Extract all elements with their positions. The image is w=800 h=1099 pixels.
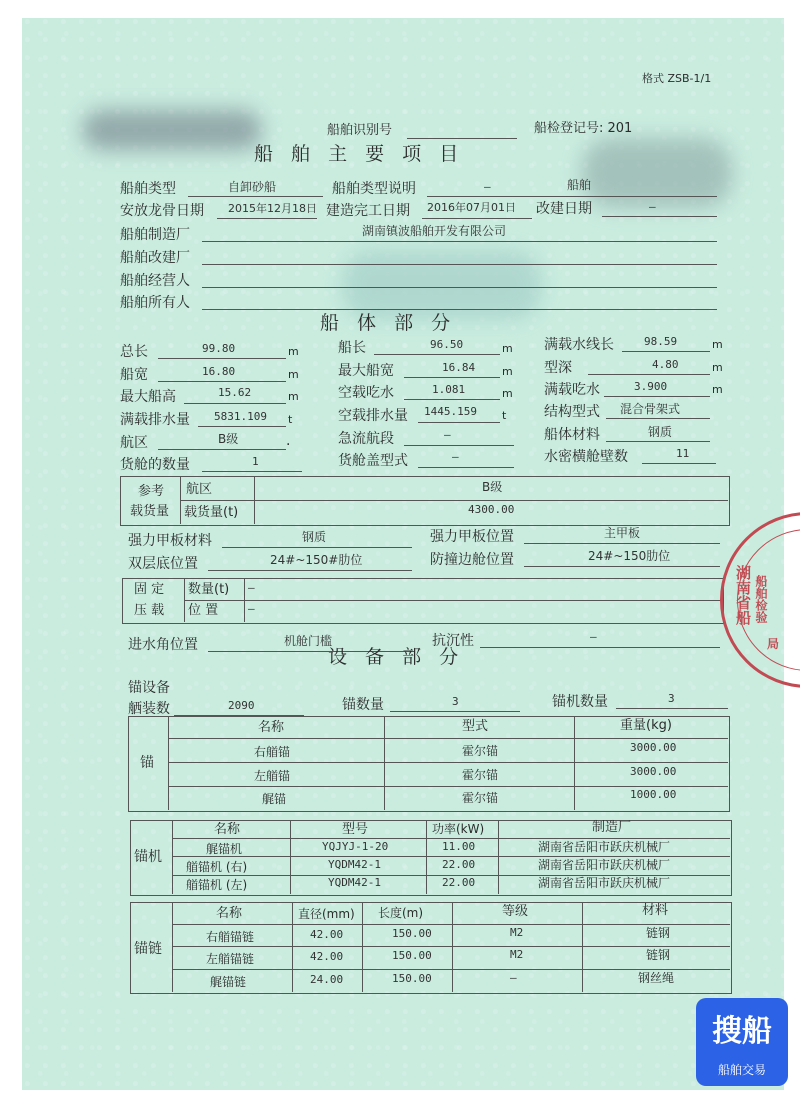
- light-draft-label: 空载吃水: [338, 385, 394, 401]
- table-divider: [290, 820, 291, 894]
- chain-table-side-label: 锚链: [134, 941, 162, 957]
- chain-header-grade: 等级: [502, 904, 529, 919]
- table-cell: 艉锚: [262, 792, 287, 806]
- underline: [374, 354, 500, 355]
- underline: [158, 358, 286, 359]
- zone-dot: .: [286, 433, 291, 449]
- max-height-label: 最大船高: [120, 389, 176, 405]
- table-cell: 3000.00: [630, 765, 677, 778]
- rapid-label: 急流航段: [338, 431, 394, 447]
- builder-value: 湖南镇波船舶开发有限公司: [362, 224, 507, 238]
- table-cell: 湖南省岳阳市跃庆机械厂: [538, 876, 671, 890]
- underline: [418, 422, 500, 423]
- depth-unit: m: [712, 361, 723, 374]
- table-divider: [498, 820, 499, 894]
- underline: [404, 399, 500, 400]
- zone-label: 航区: [120, 435, 148, 451]
- double-bottom-label: 双层底位置: [128, 556, 198, 572]
- underline: [622, 351, 710, 352]
- underline: [602, 216, 717, 217]
- holds-value: 1: [252, 455, 259, 468]
- hatch-value: —: [452, 450, 459, 463]
- underline: [202, 471, 302, 472]
- underline: [198, 426, 286, 427]
- anchor-header-name: 名称: [258, 720, 285, 735]
- beam-label: 船宽: [120, 367, 148, 383]
- rapid-value: —: [444, 428, 451, 441]
- registration-label: 船检登记号: 201: [534, 121, 633, 136]
- underline: [524, 566, 720, 567]
- ref-cargo-label-1: 参考: [138, 484, 165, 499]
- unsinkability-label: 抗沉性: [432, 633, 474, 649]
- loa-value: 99.80: [202, 342, 236, 355]
- light-draft-unit: m: [502, 387, 513, 400]
- anchor-count-label: 锚数量: [342, 697, 384, 713]
- table-cell: 42.00: [310, 928, 344, 941]
- max-height-value: 15.62: [218, 386, 252, 399]
- full-draft-value: 3.900: [634, 380, 668, 393]
- ballast-pos-value: —: [248, 602, 255, 615]
- anchor-equipment-title: 锚设备: [128, 680, 170, 696]
- chain-header-material: 材料: [642, 903, 669, 918]
- windlass-table-side-label: 锚机: [134, 849, 162, 865]
- windlass-header-power: 功率(kW): [432, 822, 485, 836]
- max-beam-label: 最大船宽: [338, 363, 394, 379]
- windlass-count-label: 锚机数量: [552, 694, 608, 710]
- underline: [480, 647, 720, 648]
- table-cell: YQDM42-1: [328, 858, 381, 871]
- table-cell: 右艏锚链: [206, 930, 255, 944]
- beam-unit: m: [288, 368, 299, 381]
- ballast-pos-label: 位 置: [188, 603, 219, 618]
- anchor-header-type: 型式: [462, 719, 489, 734]
- table-cell: 湖南省岳阳市跃庆机械厂: [538, 858, 671, 872]
- full-disp-unit: t: [288, 413, 293, 426]
- loa-label: 总长: [120, 344, 148, 360]
- table-divider: [292, 902, 293, 992]
- bulkheads-label: 水密横舱壁数: [544, 449, 628, 465]
- material-value: 钢质: [648, 425, 673, 439]
- underline: [404, 445, 514, 446]
- bulkheads-value: 11: [676, 447, 690, 460]
- strength-deck-material-label: 强力甲板材料: [128, 533, 212, 549]
- table-cell: 24.00: [310, 973, 344, 986]
- table-cell: 150.00: [392, 927, 432, 940]
- strength-deck-position-value: 主甲板: [604, 526, 641, 540]
- table-cell: 1000.00: [630, 788, 677, 801]
- table-divider: [168, 762, 728, 763]
- underline: [202, 264, 717, 265]
- full-disp-label: 满载排水量: [120, 412, 190, 428]
- stamp-text-1: 湖南省船: [734, 565, 752, 625]
- built-date-value: 2016年07月01日: [427, 201, 516, 214]
- table-cell: 3000.00: [630, 741, 677, 754]
- lwl-unit: m: [712, 338, 723, 351]
- table-cell: 链钢: [646, 926, 671, 940]
- underline: [422, 218, 532, 219]
- double-bottom-value: 24#~150#肋位: [270, 553, 363, 567]
- hull-section-title: 船 体 部 分: [320, 312, 457, 334]
- table-cell: 22.00: [442, 876, 476, 889]
- table-divider: [184, 600, 722, 601]
- lpp-label: 船长: [338, 340, 366, 356]
- format-code: 格式 ZSB-1/1: [642, 72, 712, 85]
- underline: [418, 467, 514, 468]
- table-cell: M2: [510, 948, 524, 961]
- underline: [202, 309, 717, 310]
- table-cell: M2: [510, 926, 524, 939]
- table-cell: 42.00: [310, 950, 344, 963]
- built-date-label: 建造完工日期: [326, 203, 410, 219]
- lpp-value: 96.50: [430, 338, 464, 351]
- beam-value: 16.80: [202, 365, 236, 378]
- chain-header-length: 长度(m): [378, 906, 424, 920]
- logo-main-text: 搜船: [712, 1014, 772, 1049]
- ballast-qty-label: 数量(t): [188, 582, 230, 597]
- full-disp-value: 5831.109: [214, 410, 267, 423]
- table-cell: 艏锚机 (左): [186, 878, 248, 892]
- table-cell: 链钢: [646, 948, 671, 962]
- ref-cargo-label: 载货量(t): [184, 505, 239, 520]
- windlass-count-value: 3: [668, 692, 675, 705]
- table-cell: 11.00: [442, 840, 476, 853]
- max-beam-unit: m: [502, 365, 513, 378]
- ship-type-value: 自卸砂船: [228, 180, 277, 194]
- hatch-label: 货舱盖型式: [338, 453, 408, 469]
- ref-cargo-value: 4300.00: [468, 503, 515, 516]
- underline: [524, 543, 720, 544]
- full-draft-unit: m: [712, 383, 723, 396]
- underline: [404, 377, 500, 378]
- keel-date-value: 2015年12月18日: [228, 202, 317, 215]
- flood-angle-label: 进水角位置: [128, 637, 198, 653]
- underline: [606, 441, 710, 442]
- table-cell: 钢丝绳: [638, 971, 675, 985]
- material-label: 船体材料: [544, 427, 600, 443]
- ship-type-label: 船舶类型: [120, 181, 176, 197]
- ref-cargo-label-2: 载货量: [130, 504, 170, 519]
- underline: [407, 138, 517, 139]
- table-cell: YQJYJ-1-20: [322, 840, 389, 853]
- windlass-header-model: 型号: [342, 822, 369, 837]
- ballast-qty-value: —: [248, 581, 255, 594]
- redaction-blur: [82, 110, 262, 150]
- table-divider: [384, 716, 385, 810]
- owner-label: 船舶所有人: [120, 295, 190, 311]
- table-cell: 艉锚链: [210, 975, 247, 989]
- ref-zone-value: B级: [482, 480, 503, 494]
- table-divider: [168, 738, 728, 739]
- operator-label: 船舶经营人: [120, 273, 190, 289]
- underline: [202, 241, 717, 242]
- equipment-section-title: 设 备 部 分: [328, 646, 465, 668]
- depth-label: 型深: [544, 360, 572, 376]
- stamp-text-2: 船舶检验: [754, 575, 768, 623]
- ballast-label-1: 固 定: [134, 582, 165, 597]
- max-height-unit: m: [288, 390, 299, 403]
- certificate-sheet: [22, 18, 784, 1090]
- table-divider: [582, 902, 583, 992]
- table-divider: [574, 716, 575, 810]
- table-divider: [362, 902, 363, 992]
- modified-date-label: 改建日期: [536, 201, 592, 217]
- underline: [642, 463, 716, 464]
- table-cell: 150.00: [392, 949, 432, 962]
- lwl-label: 满载水线长: [544, 337, 614, 353]
- equipment-numeral-label: 舾装数: [128, 701, 170, 717]
- keel-date-label: 安放龙骨日期: [120, 203, 204, 219]
- equipment-numeral-value: 2090: [228, 699, 255, 712]
- max-beam-value: 16.84: [442, 361, 476, 374]
- light-disp-label: 空载排水量: [338, 408, 408, 424]
- page-title: 船 舶 主 要 项 目: [254, 143, 465, 165]
- redaction-blur: [582, 138, 732, 208]
- table-divider: [172, 820, 173, 894]
- stamp-text-3: 局: [767, 637, 780, 651]
- chain-header-name: 名称: [216, 906, 243, 921]
- table-cell: 霍尔锚: [462, 791, 499, 805]
- underline: [217, 218, 317, 219]
- underline: [188, 196, 323, 197]
- type-desc-tail: 船舶: [567, 178, 592, 192]
- table-cell: 艏锚机 (右): [186, 860, 248, 874]
- anchor-table-side-label: 锚: [140, 755, 154, 771]
- underline: [202, 287, 717, 288]
- structure-label: 结构型式: [544, 404, 600, 420]
- ballast-label-2: 压 载: [134, 603, 165, 618]
- light-disp-value: 1445.159: [424, 405, 477, 418]
- table-divider: [180, 500, 728, 501]
- structure-value: 混合骨架式: [620, 402, 681, 416]
- table-cell: 右艏锚: [254, 745, 291, 759]
- soucuan-logo: [696, 998, 788, 1086]
- depth-value: 4.80: [652, 358, 679, 371]
- windlass-header-name: 名称: [214, 822, 241, 837]
- logo-sub-text: 船舶交易: [717, 1063, 766, 1077]
- loa-unit: m: [288, 345, 299, 358]
- underline: [606, 418, 710, 419]
- table-cell: 左艏锚链: [206, 952, 255, 966]
- table-cell: YQDM42-1: [328, 876, 381, 889]
- flood-angle-value: 机舱门槛: [284, 634, 333, 648]
- unsinkability-value: —: [590, 630, 597, 643]
- table-divider: [168, 786, 728, 787]
- modified-date-value: —: [649, 200, 656, 213]
- collision-value: 24#~150肋位: [588, 549, 671, 563]
- collision-label: 防撞边舱位置: [430, 552, 514, 568]
- table-divider: [172, 902, 173, 992]
- rebuilder-label: 船舶改建厂: [120, 250, 190, 266]
- table-cell: 湖南省岳阳市跃庆机械厂: [538, 840, 671, 854]
- underline: [390, 711, 520, 712]
- underline: [604, 396, 710, 397]
- type-desc-value: —: [484, 180, 491, 193]
- type-desc-label: 船舶类型说明: [332, 181, 416, 197]
- table-cell: 艉锚机: [206, 842, 243, 856]
- full-draft-label: 满载吃水: [544, 382, 600, 398]
- underline: [158, 381, 286, 382]
- ship-id-label: 船舶识别号: [327, 123, 393, 138]
- underline: [184, 403, 286, 404]
- underline: [208, 570, 412, 571]
- builder-label: 船舶制造厂: [120, 227, 190, 243]
- table-cell: 左艏锚: [254, 769, 291, 783]
- light-draft-value: 1.081: [432, 383, 466, 396]
- table-cell: 22.00: [442, 858, 476, 871]
- underline: [588, 374, 710, 375]
- strength-deck-position-label: 强力甲板位置: [430, 529, 514, 545]
- table-cell: 霍尔锚: [462, 744, 499, 758]
- table-cell: 霍尔锚: [462, 768, 499, 782]
- underline: [616, 708, 728, 709]
- chain-header-diameter: 直径(mm): [298, 907, 355, 921]
- table-cell: 150.00: [392, 972, 432, 985]
- table-divider: [426, 820, 427, 894]
- strength-deck-material-value: 钢质: [302, 530, 327, 544]
- holds-label: 货舱的数量: [120, 457, 190, 473]
- anchor-count-value: 3: [452, 695, 459, 708]
- windlass-header-maker: 制造厂: [592, 820, 632, 835]
- underline: [427, 196, 717, 197]
- lwl-value: 98.59: [644, 335, 678, 348]
- table-divider: [452, 902, 453, 992]
- table-divider: [168, 716, 169, 810]
- light-disp-unit: t: [502, 409, 507, 422]
- anchor-header-weight: 重量(kg): [620, 718, 672, 733]
- zone-value: B级: [218, 432, 239, 446]
- underline: [158, 449, 286, 450]
- underline: [222, 547, 412, 548]
- table-cell: —: [510, 971, 517, 984]
- lpp-unit: m: [502, 342, 513, 355]
- ref-zone-label: 航区: [186, 482, 213, 497]
